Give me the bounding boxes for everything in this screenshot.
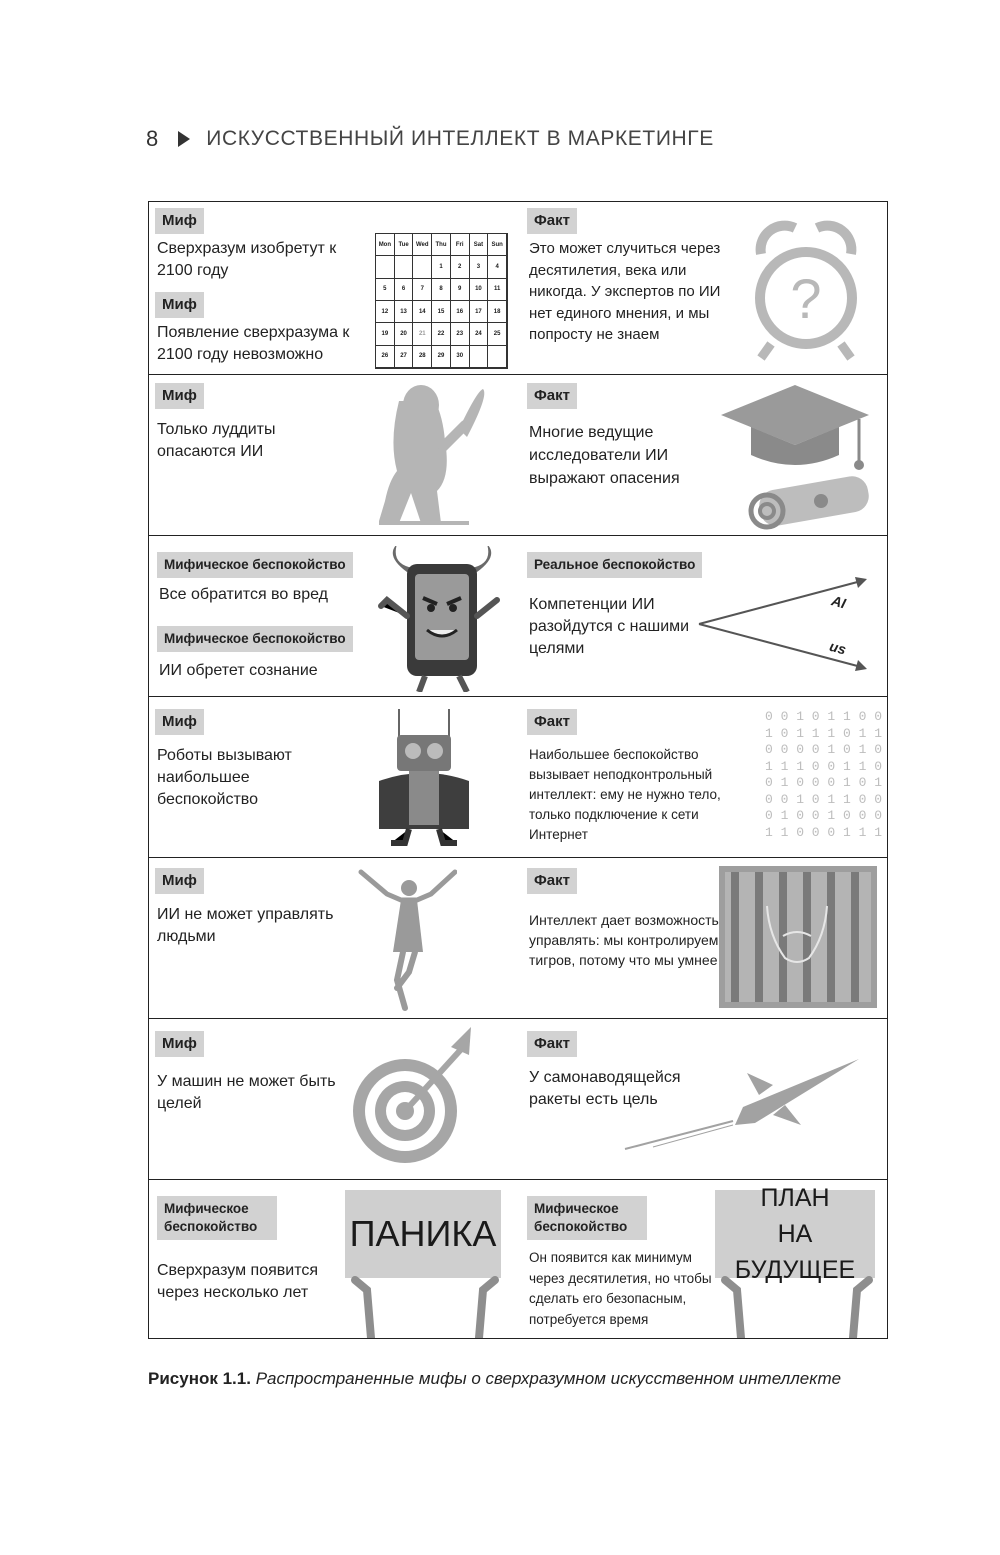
- mythical-worry-tag: Мифическое беспокойство: [157, 552, 353, 578]
- mythical-worry-tag: Мифическое беспокойство: [527, 1196, 647, 1240]
- fact-text: У самонаводящейся ракеты есть цель: [529, 1069, 681, 1108]
- figure-row-1: [149, 202, 887, 375]
- fact-tag: Факт: [527, 208, 577, 234]
- caption-label: Рисунок 1.1.: [148, 1369, 251, 1388]
- fact-tag: Факт: [527, 709, 577, 735]
- calendar-day-header: Sun: [488, 234, 507, 256]
- calendar-cell: 29: [432, 346, 451, 368]
- calendar-cell: 20: [395, 323, 414, 345]
- calendar-cell: 2: [451, 256, 470, 278]
- binary-line: 1 1 1 0 0 1 1 0: [765, 758, 883, 774]
- puppet-person-icon: [357, 868, 457, 1016]
- figure-caption: [148, 1366, 890, 1391]
- row-6-right: [519, 1019, 889, 1179]
- calendar-cell: 11: [488, 279, 507, 301]
- fact-tag: Факт: [527, 383, 577, 409]
- calendar-icon: [375, 233, 508, 369]
- diverging-arrows-icon: [695, 574, 875, 674]
- myth-text: Появление сверхразума к 2100 году невозможно: [157, 324, 350, 363]
- calendar-day-header: Fri: [451, 234, 470, 256]
- calendar-cell: 21: [413, 323, 432, 345]
- calendar-cell: 25: [488, 323, 507, 345]
- fact-tag: Факт: [527, 1031, 577, 1057]
- row-4-right: [519, 697, 889, 857]
- myth-tag: Миф: [155, 709, 204, 735]
- figure-row-7: [149, 1180, 887, 1340]
- ai-label: AI: [829, 592, 848, 612]
- real-worry-tag: Реальное беспокойство: [527, 552, 702, 578]
- figure-row-5: [149, 858, 887, 1019]
- fact-text: Это может случиться через десятилетия, века или никогда. У экспертов по ИИ нет единого мнения, и мы попросту не знаем: [529, 240, 721, 343]
- mythical-worry-tag: Мифическое беспокойство: [157, 626, 353, 652]
- myth-tag: Миф: [155, 383, 204, 409]
- future-plan-sign: [715, 1184, 875, 1284]
- fact-tag: Факт: [527, 868, 577, 894]
- row-2-right: [519, 375, 889, 535]
- calendar-cell: 10: [470, 279, 489, 301]
- calendar-cell: 1: [432, 256, 451, 278]
- row-7-left: [149, 1180, 519, 1340]
- myth-tag: Миф: [155, 1031, 204, 1057]
- binary-line: 0 0 1 0 1 1 0 0: [765, 791, 883, 807]
- calendar-cell: 5: [376, 279, 395, 301]
- chapter-title: ИСКУССТВЕННЫЙ ИНТЕЛЛЕКТ В МАРКЕТИНГЕ: [206, 127, 714, 150]
- row-3-right: [519, 536, 889, 696]
- calendar-cell: 23: [451, 323, 470, 345]
- svg-text:?: ?: [790, 267, 822, 330]
- caption-text: Распространенные мифы о сверхразумном искусственном интеллекте: [255, 1369, 842, 1388]
- robot-icon: [369, 709, 479, 849]
- us-label: us: [827, 637, 848, 658]
- row-1-right: [519, 202, 889, 374]
- row-4-left: [149, 697, 519, 857]
- calendar-cell: 16: [451, 301, 470, 323]
- row-6-left: [149, 1019, 519, 1179]
- caveman-club-icon: [359, 381, 489, 531]
- row-2-left: [149, 375, 519, 535]
- myth-tag: Миф: [155, 292, 204, 318]
- alarm-clock-question-icon: [751, 216, 861, 364]
- myth-text: У машин не может быть целей: [157, 1073, 336, 1112]
- figure-row-6: [149, 1019, 887, 1180]
- calendar-cell: 28: [413, 346, 432, 368]
- myth-text: Сверхразум изобретут к 2100 году: [157, 240, 337, 279]
- calendar-cell: 8: [432, 279, 451, 301]
- calendar-cell: 19: [376, 323, 395, 345]
- calendar-cell: 30: [451, 346, 470, 368]
- mythical-worry-tag: Мифическое беспокойство: [157, 1196, 277, 1240]
- worry-text: Сверхразум появится через несколько лет: [157, 1262, 319, 1301]
- myth-text: Роботы вызывают наибольшее беспокойство: [157, 747, 292, 808]
- calendar-cell: 3: [470, 256, 489, 278]
- graduation-cap-diploma-icon: [719, 383, 889, 531]
- page-number: 8: [146, 126, 159, 151]
- calendar-cell: 9: [451, 279, 470, 301]
- row-3-left: [149, 536, 519, 696]
- triangle-marker-icon: [178, 131, 190, 147]
- worry-text: Все обратится во вред: [159, 586, 328, 603]
- target-arrow-icon: [347, 1025, 479, 1171]
- running-header: [146, 124, 714, 154]
- calendar-cell: 18: [488, 301, 507, 323]
- calendar-day-header: Wed: [413, 234, 432, 256]
- binary-line: 0 0 0 0 1 0 1 0: [765, 742, 883, 757]
- calendar-day-header: Sat: [470, 234, 489, 256]
- calendar-cell: 12: [376, 301, 395, 323]
- calendar-cell: 26: [376, 346, 395, 368]
- binary-line: 0 1 0 0 1 0 0 0: [765, 808, 883, 823]
- binary-line: 1 0 1 1 1 0 1 1: [765, 725, 883, 741]
- row-5-right: [519, 858, 889, 1018]
- myth-text: ИИ не может управлять людьми: [157, 906, 334, 945]
- calendar-day-header: Mon: [376, 234, 395, 256]
- row-5-left: [149, 858, 519, 1018]
- calendar-cell: 15: [432, 301, 451, 323]
- fact-text: Наибольшее беспокойство вызывает неподконтрольный интеллект: ему не нужно тело, только подключение к сети Интернет: [529, 747, 721, 842]
- fact-text: Интеллект дает возможность управлять: мы контролируем тигров, потому что мы умнее: [529, 912, 719, 968]
- worry-text: ИИ обретет сознание: [159, 662, 318, 679]
- calendar-cell: 7: [413, 279, 432, 301]
- calendar-cell: 17: [470, 301, 489, 323]
- myth-tag: Миф: [155, 208, 204, 234]
- worry-text: Он появится как минимум через десятилетия, но чтобы сделать его безопасным, потребуется время: [529, 1250, 712, 1327]
- myth-text: Только луддиты опасаются ИИ: [157, 421, 276, 460]
- calendar-cell: [488, 346, 507, 368]
- calendar-cell: [395, 256, 414, 278]
- calendar-day-header: Tue: [395, 234, 414, 256]
- calendar-day-header: Thu: [432, 234, 451, 256]
- calendar-cell: 14: [413, 301, 432, 323]
- hands-holding-sign-icon: [715, 1276, 879, 1338]
- calendar-cell: 6: [395, 279, 414, 301]
- calendar-cell: [376, 256, 395, 278]
- calendar-cell: [470, 346, 489, 368]
- caged-tiger-icon: [719, 866, 877, 1008]
- hands-holding-sign-icon: [345, 1276, 505, 1338]
- calendar-cell: 22: [432, 323, 451, 345]
- calendar-cell: [413, 256, 432, 278]
- binary-code-icon: [765, 709, 885, 841]
- row-1-left: [149, 202, 519, 374]
- row-7-right: [519, 1180, 889, 1340]
- binary-line: 0 0 1 0 1 1 0 0: [765, 709, 883, 724]
- devil-phone-icon: [377, 546, 507, 692]
- fact-text: Многие ведущие исследователи ИИ выражают опасения: [529, 424, 680, 487]
- sign-line-2: НА БУДУЩЕЕ: [734, 1220, 856, 1284]
- calendar-cell: 13: [395, 301, 414, 323]
- figure-row-3: [149, 536, 887, 697]
- calendar-cell: 4: [488, 256, 507, 278]
- sign-line-1: ПЛАН: [760, 1184, 830, 1212]
- worry-text: Компетенции ИИ разойдутся с нашими целями: [529, 596, 690, 657]
- binary-line: 1 1 0 0 0 1 1 1: [765, 824, 883, 840]
- myth-tag: Миф: [155, 868, 204, 894]
- myths-facts-figure: [148, 201, 888, 1339]
- calendar-cell: 27: [395, 346, 414, 368]
- panic-sign: ПАНИКА: [345, 1190, 501, 1278]
- missile-icon: [623, 1055, 863, 1151]
- figure-row-4: [149, 697, 887, 858]
- calendar-cell: 24: [470, 323, 489, 345]
- figure-row-2: [149, 375, 887, 536]
- binary-line: 0 1 0 0 0 1 0 1: [765, 775, 883, 790]
